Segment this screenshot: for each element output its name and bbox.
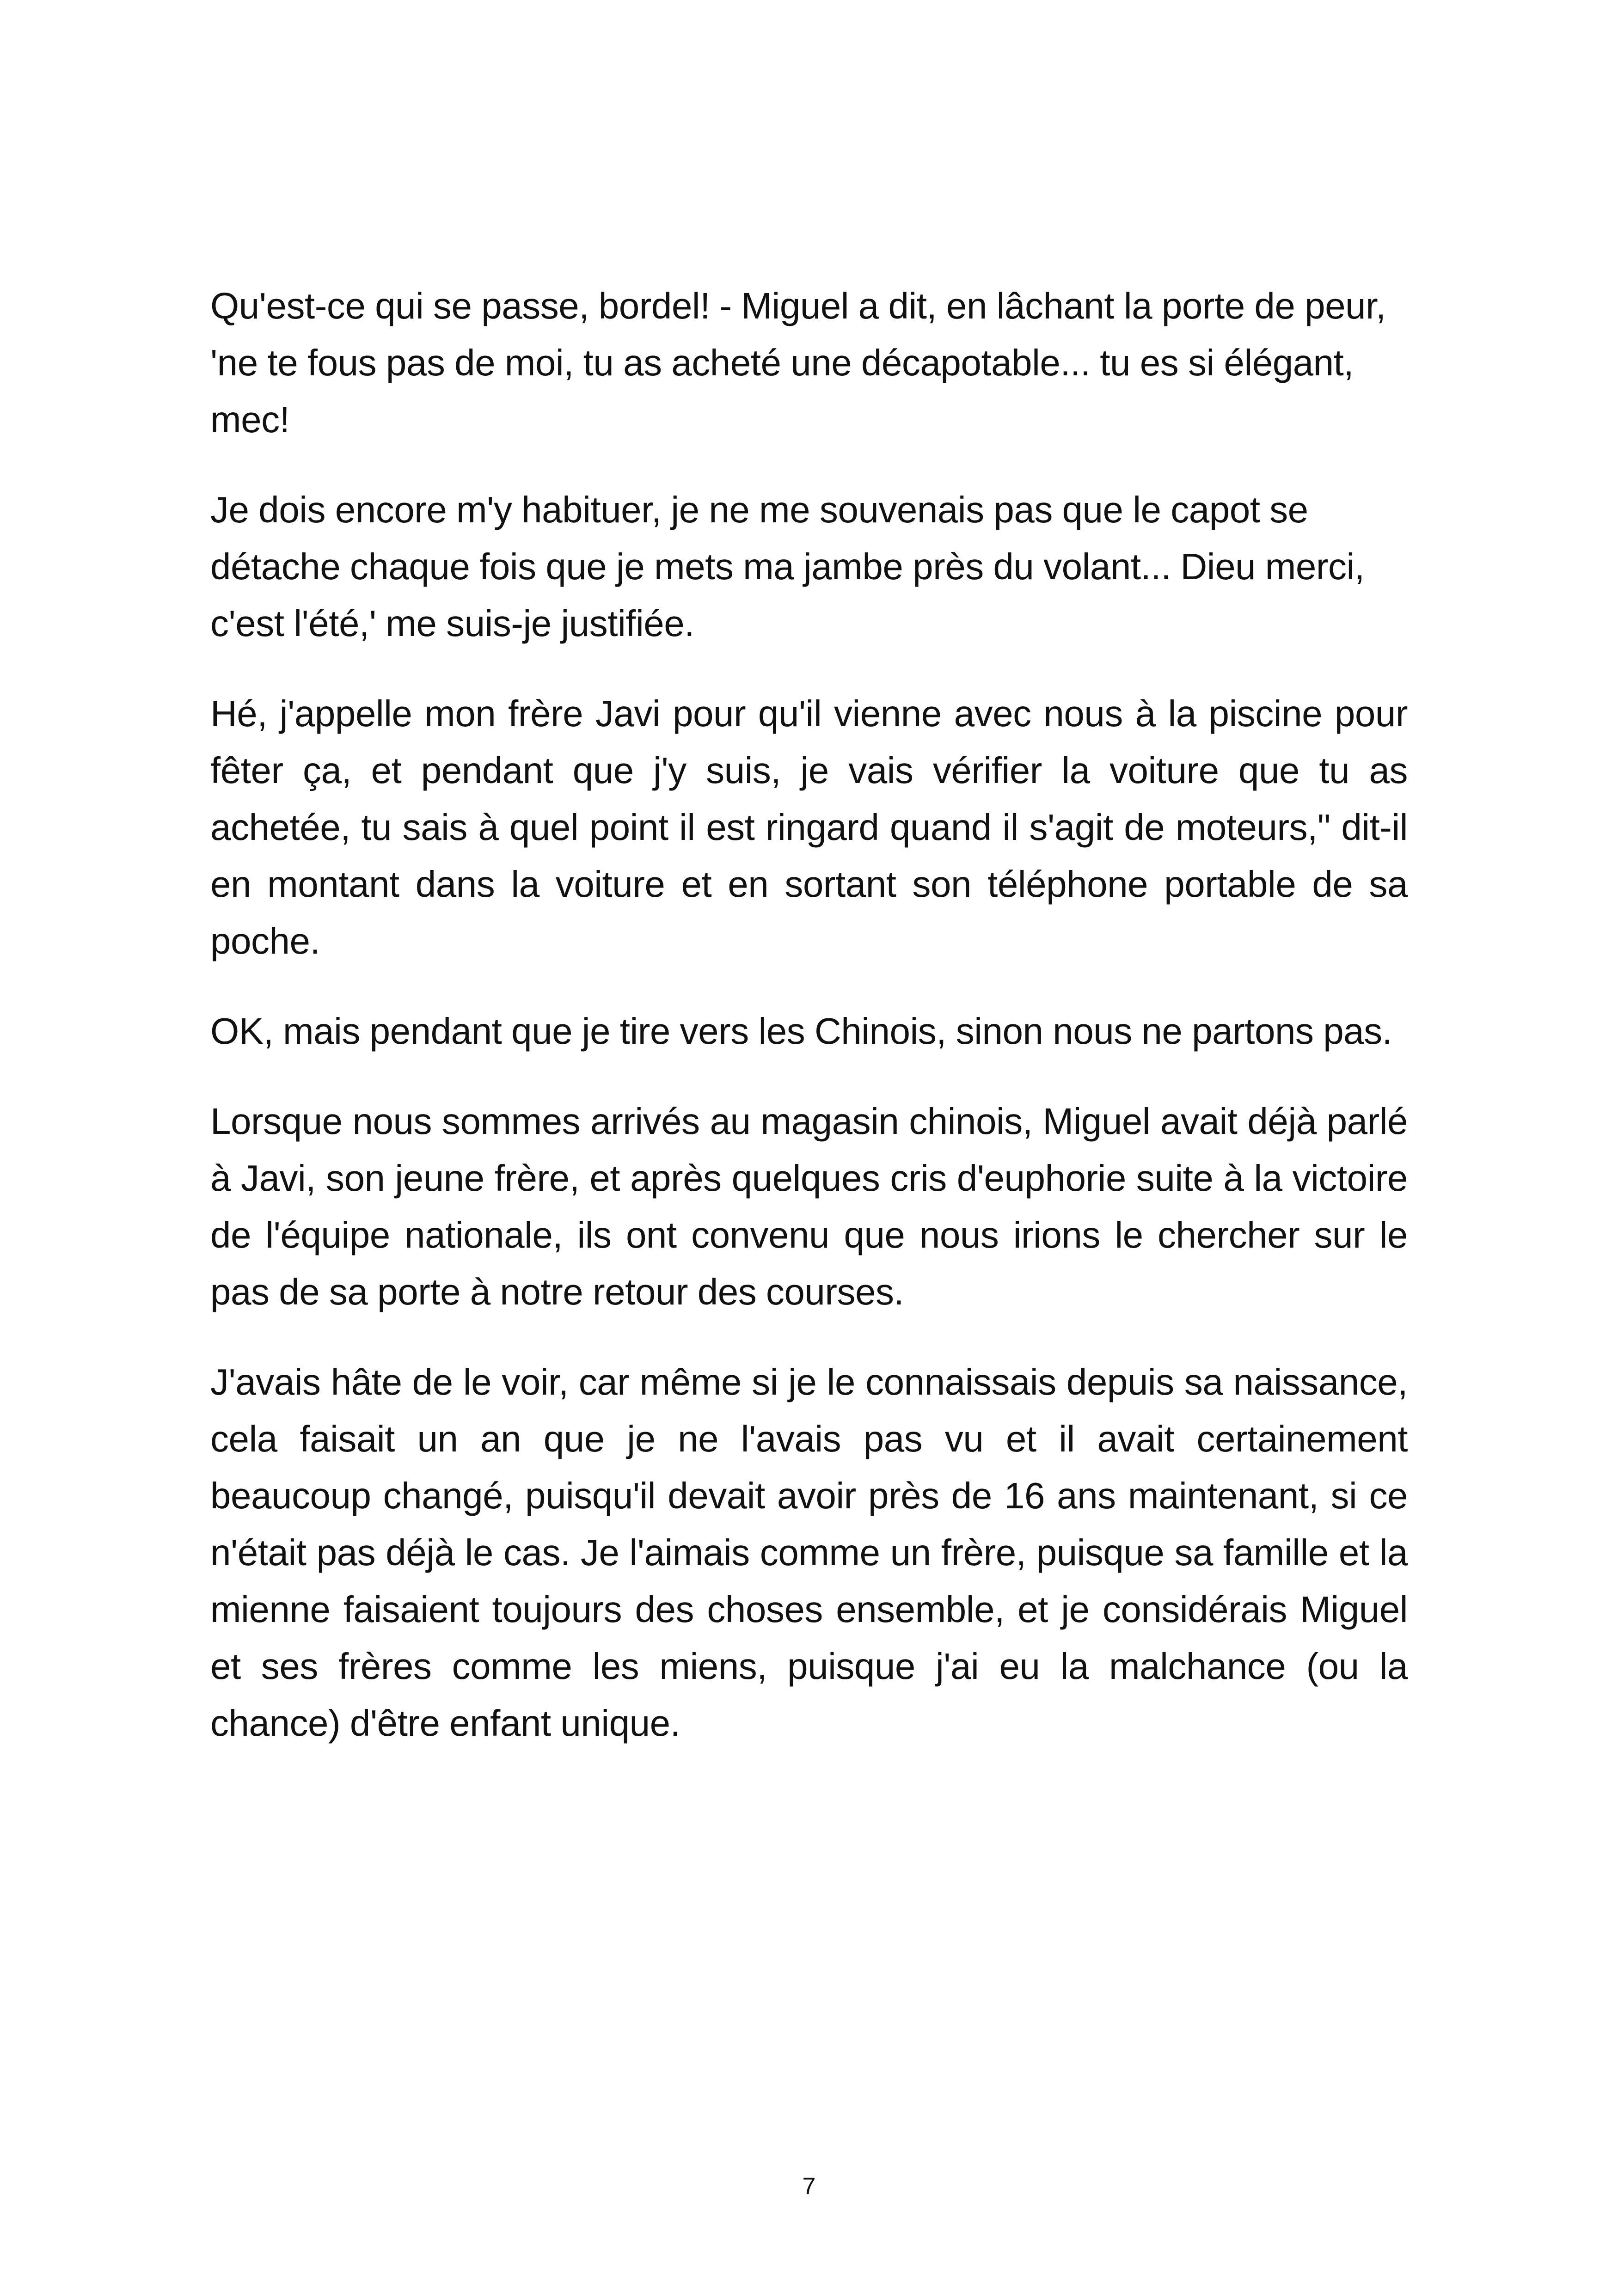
paragraph-1: Qu'est-ce qui se passe, bordel! - Miguel a dit, en lâchant la porte de peur, 'ne te fous pas de moi, tu as acheté une décapotable... tu es si élégant, mec! — [210, 285, 1386, 440]
paragraph-6: J'avais hâte de le voir, car même si je le connaissais depuis sa naissance, cela faisait un an que je ne l'avais pas vu et il avait certainement beaucoup changé, puisqu'il devait avoir près de 16 ans maintenant, si ce n'était pas déjà le cas. Je l'aimais comme un frère, puisque sa famille et la mienne faisaient toujours des choses ensemble, et je considérais Miguel et ses frères comme les miens, puisque j'ai eu la malchance (ou la chance) d'être enfant unique. — [210, 1361, 1408, 1744]
paragraph-5: Lorsque nous sommes arrivés au magasin chinois, Miguel avait déjà parlé à Javi, son jeune frère, et après quelques cris d'euphorie suite à la victoire de l'équipe nationale, ils ont convenu que nous irions le chercher sur le pas de sa porte à notre retour des courses. — [210, 1101, 1408, 1312]
paragraph-4: OK, mais pendant que je tire vers les Chinois, sinon nous ne partons pas. — [210, 1010, 1392, 1052]
paragraph-2: Je dois encore m'y habituer, je ne me souvenais pas que le capot se détache chaque fois que je mets ma jambe près du volant... Dieu merci, c'est l'été,' me suis-je justifiée. — [210, 489, 1365, 644]
paragraph-3: Hé, j'appelle mon frère Javi pour qu'il vienne avec nous à la piscine pour fêter ça, et pendant que j'y suis, je vais vérifier la voiture que tu as achetée, tu sais à quel point il est ringard quand il s'agit de moteurs," dit-il en montant dans la voiture et en sortant son téléphone portable de sa poche. — [210, 693, 1408, 961]
page-number: 7 — [802, 2173, 816, 2200]
body-text — [210, 277, 1408, 1785]
